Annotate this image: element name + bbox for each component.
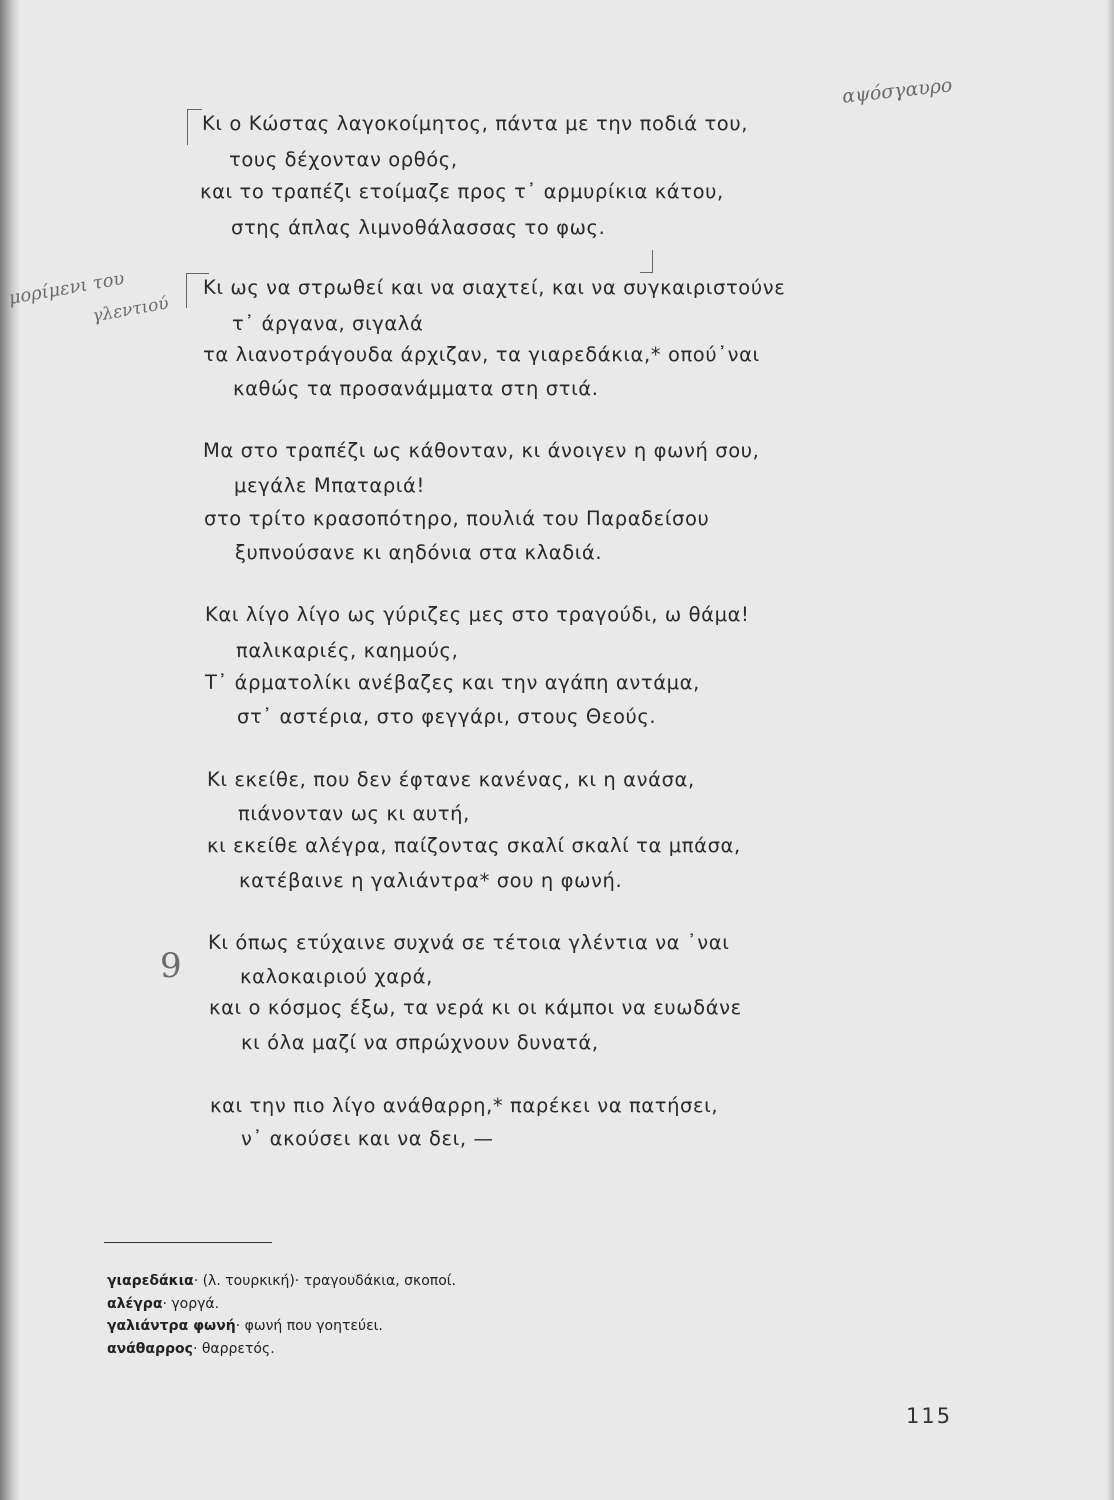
poem-line: και την πιο λίγο ανάθαρρη,* παρέκει να πατήσει, [210, 1094, 719, 1117]
poem-line: τους δέχονταν ορθός, [229, 148, 458, 171]
poem-line: καθώς τα προσανάμματα στη στιά. [233, 377, 599, 400]
glossary-term: αλέγρα [107, 1295, 163, 1312]
handwritten-margin-number: 9 [160, 946, 182, 986]
poem-line: πιάνονταν ως κι αυτή, [238, 802, 470, 825]
poem-line: και το τραπέζι ετοίμαζε προς τ᾽ αρμυρίκια κάτου, [200, 180, 724, 203]
glossary-term: ανάθαρρος [107, 1340, 193, 1357]
glossary-definition: · θαρρετός. [192, 1340, 275, 1357]
poem-line: Κι εκείθε, που δεν έφτανε κανένας, κι η ανάσα, [207, 768, 695, 791]
poem-line: στο τρίτο κρασοπότηρο, πουλιά του Παραδείσου [204, 507, 710, 530]
poem-line: Κι ο Κώστας λαγοκοίμητος, πάντα με την ποδιά του, [202, 112, 749, 135]
glossary-entry [107, 1315, 456, 1338]
poem-line: κι εκείθε αλέγρα, παίζοντας σκαλί σκαλί τα μπάσα, [207, 834, 741, 857]
glossary [107, 1270, 456, 1360]
handwritten-note-left-2: γλεντιού [90, 293, 171, 327]
poem-line: στης άπλας λιμνοθάλασσας το φως. [231, 216, 606, 239]
poem-line: μεγάλε Μπαταριά! [234, 474, 425, 497]
glossary-entry [107, 1293, 456, 1316]
poem-line: Μα στο τραπέζι ως κάθονταν, κι άνοιγεν η φωνή σου, [203, 439, 760, 462]
handwritten-note-top-right: αψόσγαυρο [841, 74, 954, 108]
glossary-term: γαλιάντρα φωνή [107, 1318, 236, 1334]
poem-line: Τ᾽ άρματολίκι ανέβαζες και την αγάπη αντάμα, [205, 671, 700, 694]
poem-line: τ᾽ άργανα, σιγαλά [232, 312, 424, 335]
poem-line: και ο κόσμος έξω, τα νερά κι οι κάμποι να ευωδάνε [209, 996, 742, 1019]
handwritten-note-left-1: μορίμενι του [7, 268, 126, 309]
glossary-entry [107, 1270, 456, 1293]
poem-line: ξυπνούσανε κι αηδόνια στα κλαδιά. [235, 541, 603, 564]
glossary-term: γιαρεδάκια [107, 1273, 194, 1289]
footnote-divider [104, 1242, 272, 1243]
glossary-definition: · φωνή που γοητεύει. [235, 1318, 383, 1334]
poem-line: παλικαριές, καημούς, [236, 639, 459, 662]
poem-line: Και λίγο λίγο ως γύριζες μες στο τραγούδι, ω θάμα! [205, 603, 750, 626]
glossary-definition: · (λ. τουρκική)· τραγουδάκια, σκοποί. [193, 1273, 456, 1289]
glossary-entry [107, 1338, 456, 1361]
poem-line: στ᾽ αστέρια, στο φεγγάρι, στους Θεούς. [237, 705, 657, 728]
poem-line: καλοκαιριού χαρά, [240, 965, 433, 988]
poem-line: τα λιανοτράγουδα άρχιζαν, τα γιαρεδάκια,* οπού᾽ναι [203, 343, 760, 366]
glossary-definition: · γοργά. [162, 1295, 220, 1312]
poem-line: ν᾽ ακούσει και να δει, — [241, 1127, 494, 1150]
poem-line: Κι όπως ετύχαινε συχνά σε τέτοια γλέντια να ᾽ναι [208, 931, 730, 954]
poem-line: κατέβαινε η γαλιάντρα* σου η φωνή. [239, 869, 623, 892]
poem-line: Κι ως να στρωθεί και να σιαχτεί, και να συγκαιριστούνε [203, 276, 786, 299]
page-number: 115 [906, 1404, 953, 1428]
poem-line: κι όλα μαζί να σπρώχνουν δυνατά, [241, 1031, 599, 1054]
